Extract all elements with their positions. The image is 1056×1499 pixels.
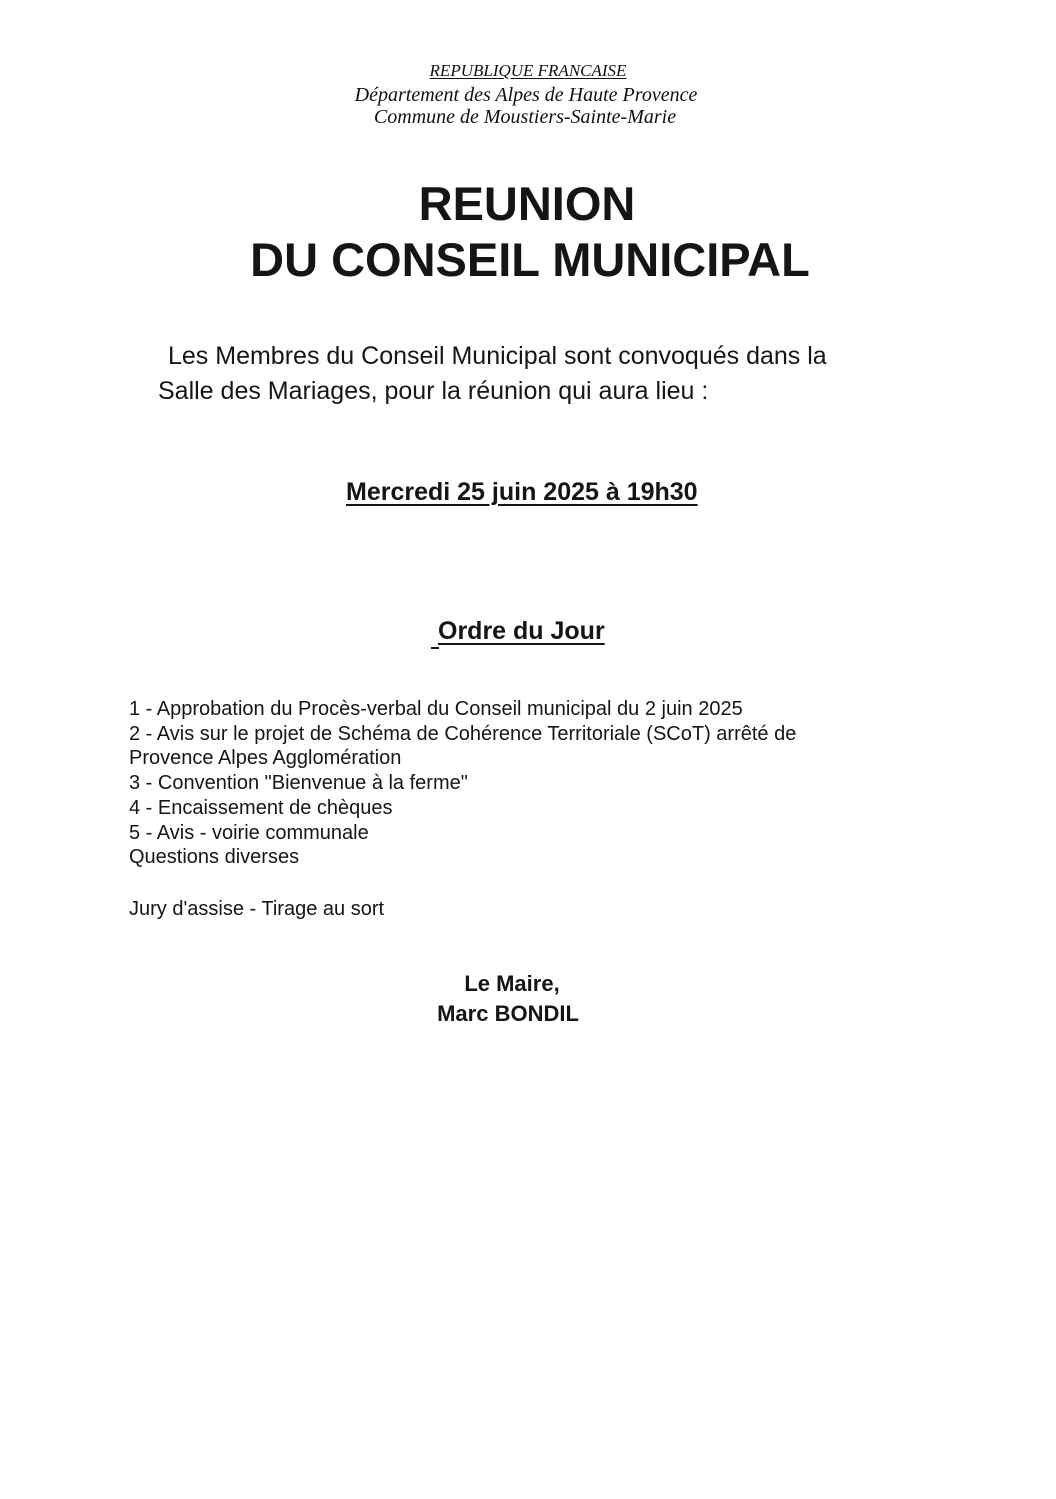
agenda-item: 2 - Avis sur le projet de Schéma de Cohérence Territoriale (SCoT) arrêté de: [129, 722, 797, 745]
department-label: Département des Alpes de Haute Provence: [354, 84, 698, 106]
agenda-item: Questions diverses: [129, 846, 300, 869]
meeting-date: Mercredi 25 juin 2025 à 19h30: [346, 478, 698, 506]
agenda-item: Provence Alpes Agglomération: [129, 747, 402, 770]
title-line-1: REUNION: [418, 177, 636, 230]
intro-line-2: Salle des Mariages, pour la réunion qui aura lieu :: [158, 377, 709, 405]
agenda-item: 5 - Avis - voirie communale: [129, 821, 369, 844]
agenda-list: [129, 697, 796, 870]
agenda-item: 3 - Convention "Bienvenue à la ferme": [129, 772, 468, 795]
signature-role: Le Maire,: [464, 971, 560, 996]
agenda-item: 4 - Encaissement de chèques: [129, 796, 393, 819]
title-line-2: DU CONSEIL MUNICIPAL: [250, 233, 810, 286]
intro-line-1: Les Membres du Conseil Municipal sont convoqués dans la: [168, 342, 827, 370]
jury-item: Jury d'assise - Tirage au sort: [129, 898, 385, 920]
agenda-heading-underline: [431, 647, 439, 649]
letterhead: [0, 58, 1056, 136]
agenda-item: 1 - Approbation du Procès-verbal du Conseil municipal du 2 juin 2025: [129, 698, 743, 720]
republic-label: REPUBLIQUE FRANCAISE: [429, 61, 627, 80]
signature-name: Marc BONDIL: [437, 1001, 579, 1026]
agenda-heading: Ordre du Jour: [438, 617, 605, 645]
commune-label: Commune de Moustiers-Sainte-Marie: [373, 106, 677, 128]
